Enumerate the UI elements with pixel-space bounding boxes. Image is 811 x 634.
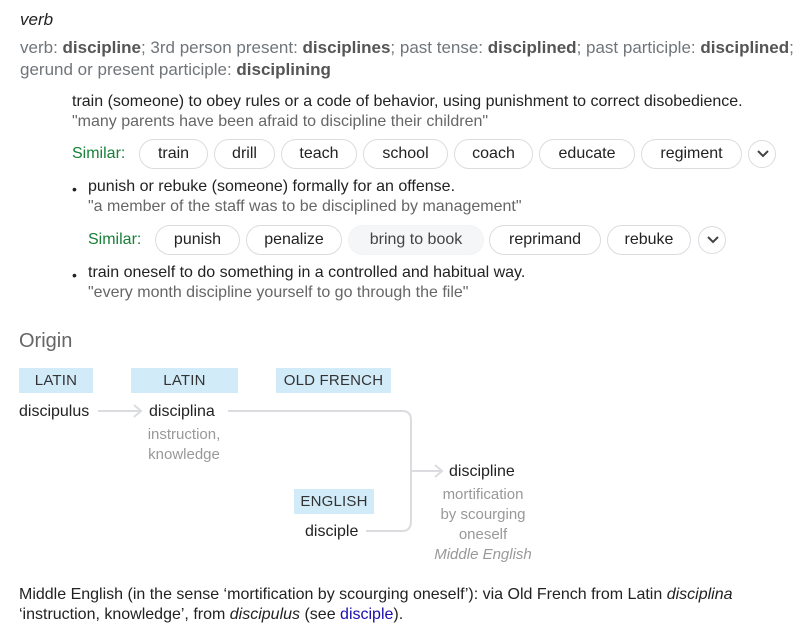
synonym-chip[interactable]: bring to book [348, 225, 484, 255]
origin-heading: Origin [19, 330, 73, 352]
form-word: disciplining [236, 60, 331, 79]
example-2: "a member of the staff was to be disciplined by management" [88, 198, 522, 215]
gloss-discipline: mortification by scourging oneself Middle English [434, 486, 532, 563]
etymon-disciple: disciple [305, 523, 359, 540]
part-of-speech: verb [20, 10, 54, 29]
form-word: disciplined [487, 38, 577, 57]
word-forms: verb: discipline; 3rd person present: disciplines; past tense: disciplined; past participle: disciplined; gerund or present participle: disciplining [20, 38, 794, 79]
bullet: • [72, 181, 77, 197]
synonym-chip[interactable]: drill [214, 139, 275, 169]
synonym-chip[interactable]: coach [454, 139, 533, 169]
form-word: disciplined [700, 38, 790, 57]
gloss-disciplina: instruction, knowledge [147, 426, 221, 463]
similar-label-2: Similar: [88, 231, 142, 248]
similar-label-1: Similar: [72, 145, 126, 162]
etymon-discipulus: discipulus [19, 403, 90, 420]
etymon-disciplina: disciplina [149, 403, 215, 420]
synonym-chip[interactable]: train [139, 139, 208, 169]
synonym-chip[interactable]: school [363, 139, 448, 169]
definition-3: train oneself to do something in a controlled and habitual way. [88, 264, 526, 281]
language-badge: LATIN [19, 368, 93, 393]
definition-1: train (someone) to obey rules or a code of behavior, using punishment to correct disobedience. [72, 93, 743, 110]
language-badge: ENGLISH [294, 489, 374, 514]
example-1: "many parents have been afraid to discipline their children" [72, 113, 489, 130]
synonym-chip[interactable]: regiment [641, 139, 742, 169]
etymon-discipline: discipline [449, 463, 515, 480]
synonym-chip[interactable]: rebuke [607, 225, 691, 255]
language-badge: OLD FRENCH [276, 368, 391, 393]
synonym-chip[interactable]: teach [281, 139, 357, 169]
synonym-chip[interactable]: penalize [246, 225, 342, 255]
language-badge: LATIN [131, 368, 238, 393]
form-word: discipline [62, 38, 141, 57]
form-word: disciplines [302, 38, 391, 57]
origin-note: Middle English (in the sense ‘mortification by scourging oneself’): via Old French from Latin disciplina ‘instruction, knowledge’, from discipulus (see disciple). [19, 586, 733, 623]
synonym-chip[interactable]: punish [155, 225, 240, 255]
synonym-chip[interactable]: reprimand [489, 225, 601, 255]
synonym-chip[interactable]: educate [539, 139, 635, 169]
example-3: "every month discipline yourself to go through the file" [88, 284, 469, 301]
disciple-link[interactable]: disciple [340, 606, 394, 623]
definition-2: punish or rebuke (someone) formally for an offense. [88, 178, 456, 195]
connector-line [228, 411, 411, 531]
bullet: • [72, 267, 77, 283]
